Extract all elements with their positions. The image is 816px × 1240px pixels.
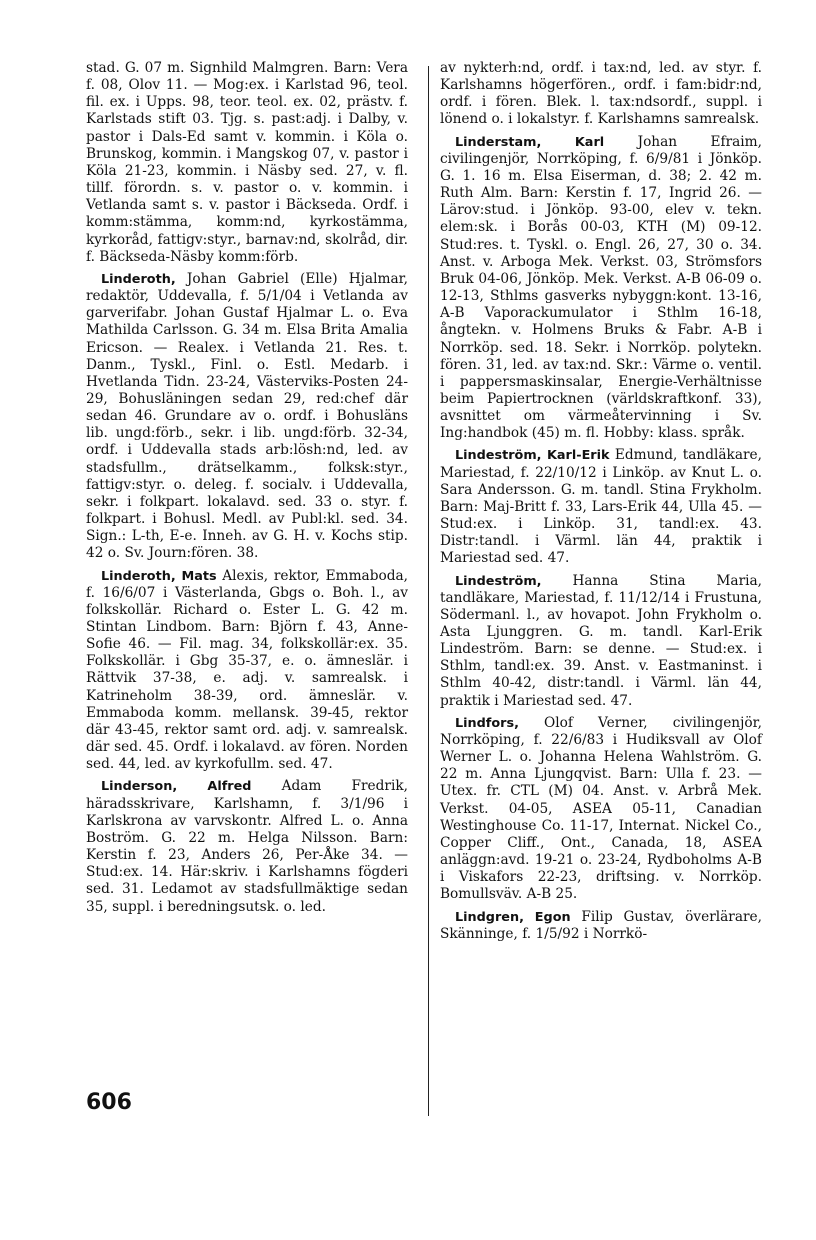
right-column <box>440 60 762 948</box>
entry-name: Linderstam, Karl <box>455 134 605 150</box>
entry-name: Lindeström, Karl-Erik <box>455 448 610 464</box>
entry-name: Linderson, Alfred <box>101 779 252 795</box>
entry-name: Lindeström, <box>455 573 542 589</box>
entry-name: Lindfors, <box>455 715 519 731</box>
entry-linderoth-mats <box>86 568 408 774</box>
entry-text: Alexis, rektor, Emmaboda, f. 16/6/07 i Västerlanda, Gbgs o. Boh. l., av folkskollär. Richard o. Ester L. G. 42 m. Stintan Lindbom. Barn: Björn f. 43, Anne-Sofie 46. — Fil. mag. 34, folkskollär:ex. 35. Folkskollär. i Gbg 35-37, e. o. ämneslär. i Rättvik 37-38, e. adj. v. samrealsk. i Katrineholm 38-39, ord. ämneslär. v. Emmaboda komm. mellansk. 39-45, rektor där 43-45, rektor samt ord. adj. v. samrealsk. där sed. 45. Ordf. i lokalavd. av fören. Norden sed. 44, led. av kyrkofullm. sed. 47. <box>86 567 408 773</box>
entry-text: Johan Efraim, civilingenjör, Norrköping, f. 6/9/81 i Jönköp. G. 1. 16 m. Elsa Eiserman, d. 38; 2. 42 m. Ruth Alm. Barn: Kerstin f. 17, Ingrid 26. — Lärov:stud. i Jönköp. 93-00, elev v. tekn. elem:sk. i Borås 00-03, KTH (M) 09-12. Stud:res. t. Tyskl. o. Engl. 26, 27, 30 o. 34. Anst. v. Arboga Mek. Verkst. 03, Strömsfors Bruk 04-06, Jönköp. Mek. Verkst. A-B 06-09 o. 12-13, Sthlms gasverks nybyggn:kont. 13-16, A-B Vaporackumulator i Sthlm 16-18, ångtekn. v. Holmens Bruks & Fabr. A-B i Norrköp. sed. 18. Sekr. i Norrköp. polytekn. fören. 31, led. av tax:nd. Skr.: Värme o. ventil. i pappersmaskinsalar, Energie-Verhältnisse beim Papiertrocknen (världskraftkonf. 33), avsnittet om värmeåtervinning i Sv. Ing:handbok (45) m. fl. Hobby: klass. språk. <box>440 133 762 442</box>
entry-lindgren-egon <box>440 909 762 943</box>
entry-lindestrom-hanna <box>440 573 762 710</box>
entry-name: Lindgren, Egon <box>455 909 571 925</box>
entry-text: Hanna Stina Maria, tandläkare, Mariestad, f. 11/12/14 i Frustuna, Södermanl. l., av hovapot. John Frykholm o. Asta Ljunggren. G. m. tandl. Karl-Erik Lindeström. Barn: se denne. — Stud:ex. i Sthlm, tandl:ex. 39. Anst. v. Eastmaninst. i Sthlm 40-42, distr:tandl. i Värml. län 44, praktik i Mariestad sed. 47. <box>440 572 762 709</box>
entry-lindfors-olof <box>440 715 762 904</box>
entry-name: Linderoth, Mats <box>101 568 217 584</box>
entry-text: Johan Gabriel (Elle) Hjalmar, redaktör, Uddevalla, f. 5/1/04 i Vetlanda av garverifabr. Johan Gustaf Hjalmar L. o. Eva Mathilda Carlsson. G. 34 m. Elsa Brita Amalia Ericson. — Realex. i Vetlanda 21. Res. t. Danm., Tyskl., Finl. o. Estl. Medarb. i Hvetlanda Tidn. 23-24, Västerviks-Posten 24-29, Bohusläningen sedan 29, red:chef där sedan 46. Grundare av o. ordf. i Bohusläns lib. ungd:förb., sekr. i lib. ungd:förb. 32-34, ordf. i Uddevalla stads arb:lösh:nd, led. av stadsfullm., drätselkamm., folksk:styr., fattigv:styr. o. deleg. f. socialv. i Uddevalla, sekr. i folkpart. lokalavd. sed. 33 o. styr. f. folkpart. i Bohusl. Medl. av Publ:kl. sed. 34. Sign.: L-th, E-e. Inneh. av G. H. v. Kochs stip. 42 o. Sv. Journ:fören. 38. <box>86 270 408 562</box>
entry-lindestrom-karl-erik <box>440 447 762 567</box>
page-number: 606 <box>86 1090 132 1115</box>
entry-linderson-alfred <box>86 778 408 915</box>
entry-linderoth-johan <box>86 271 408 563</box>
entry-continuation: av nykterh:nd, ordf. i tax:nd, led. av styr. f. Karlshamns högerfören., ordf. i fam:bidr:nd, ordf. i fören. Blek. l. tax:ndsordf., suppl. i lönend o. i lokalstyr. f. Karlshamns samrealsk. <box>440 60 762 128</box>
entry-linderstam-karl <box>440 134 762 443</box>
column-divider <box>428 66 429 1116</box>
entry-text: Adam Fredrik, häradsskrivare, Karlshamn, f. 3/1/96 i Karlskrona av varvskontr. Alfred L. o. Anna Boström. G. 22 m. Helga Nilsson. Barn: Kerstin f. 23, Anders 26, Per-Åke 34. — Stud:ex. 14. Här:skriv. i Karlshamns fögderi sed. 31. Ledamot av stadsfullmäktige sedan 35, suppl. i beredningsutsk. o. led. <box>86 778 408 915</box>
entry-name: Linderoth, <box>101 271 176 287</box>
entry-text: Filip Gustav, överlärare, Skänninge, f. 1/5/92 i Norrkö- <box>440 908 762 942</box>
entry-text: Edmund, tandläkare, Mariestad, f. 22/10/12 i Linköp. av Knut L. o. Sara Andersson. G. m. tandl. Stina Frykholm. Barn: Maj-Britt f. 33, Lars-Erik 44, Ulla 45. — Stud:ex. i Linköp. 31, tandl:ex. 43. Distr:tandl. i Värml. län 44, praktik i Mariestad sed. 47. <box>440 447 762 567</box>
entry-continuation: stad. G. 07 m. Signhild Malmgren. Barn: Vera f. 08, Olov 11. — Mog:ex. i Karlstad 96, teol. fil. ex. i Upps. 98, teor. teol. ex. 02, prästv. f. Karlstads stift 03. Tjg. s. past:adj. i Dalby, v. pastor i Dals-Ed samt v. kommin. i Köla o. Brunskog, kommin. i Mangskog 07, v. pastor i Köla 21-23, kommin. i Näsby sed. 27, v. fl. tillf. förordn. s. v. pastor o. v. kommin. i Vetlanda samt s. v. pastor i Bäckseda. Ordf. i komm:stämma, komm:nd, kyrkostämma, kyrkoråd, fattigv:styr., barnav:nd, skolråd, dir. f. Bäckseda-Näsby komm:förb. <box>86 60 408 265</box>
left-column <box>86 60 408 921</box>
entry-text: Olof Verner, civilingenjör, Norrköping, f. 22/6/83 i Hudiksvall av Olof Werner L. o. Johanna Helena Wahlström. G. 22 m. Anna Ljungqvist. Barn: Ulla f. 23. — Utex. fr. CTL (M) 04. Anst. v. Arbrå Mek. Verkst. 04-05, ASEA 05-11, Canadian Westinghouse Co. 11-17, Internat. Nickel Co., Copper Cliff., Ont., Canada, 18, ASEA anläggn:avd. 19-21 o. 23-24, Rydboholms A-B i Viskafors 22-23, driftsing. v. Norrköp. Bomullsväv. A-B 25. <box>440 714 762 903</box>
